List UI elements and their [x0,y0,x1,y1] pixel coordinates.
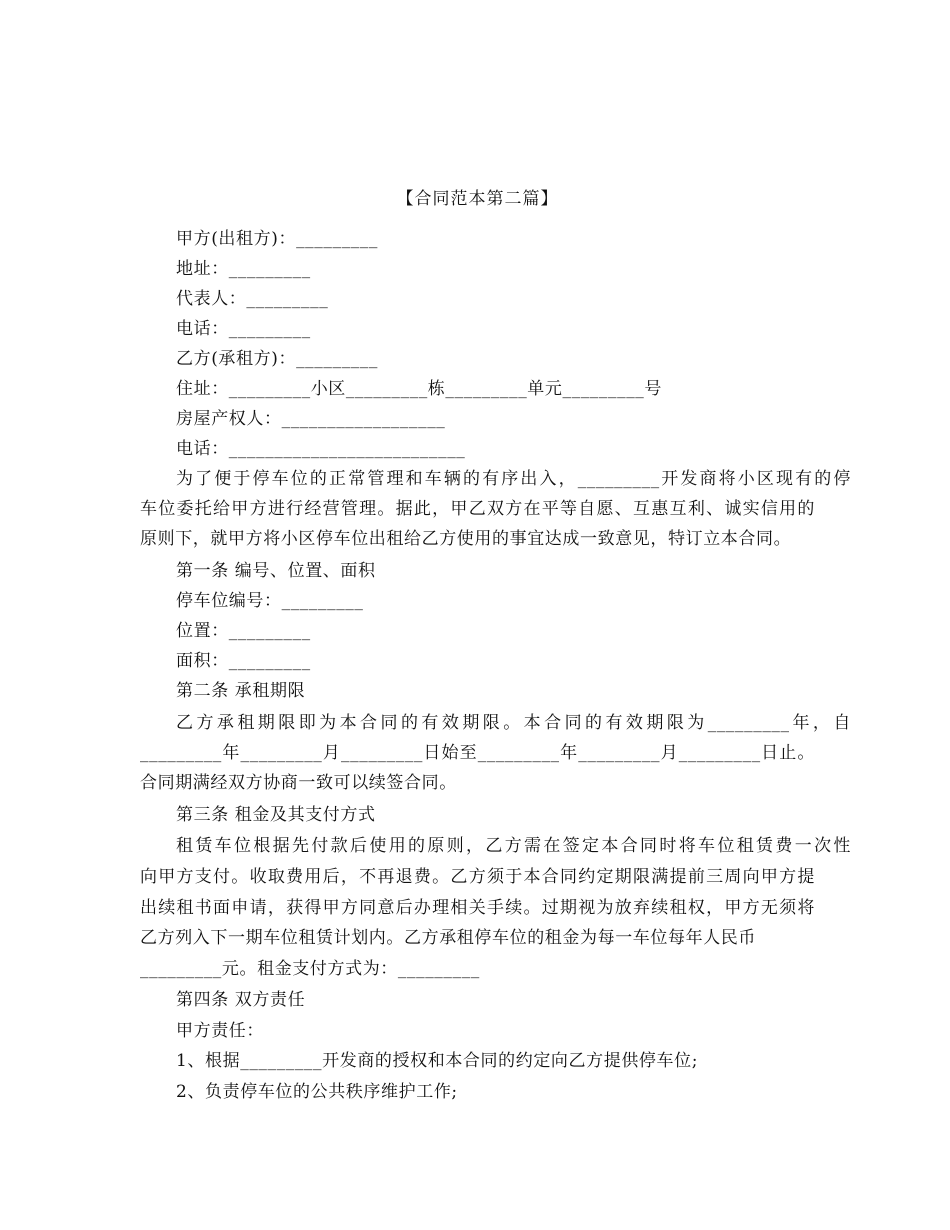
term-line-1: 乙方承租期限即为本合同的有效期限。本合同的有效期限为_________年，自 [176,713,851,733]
space-number-line: 停车位编号：_________ [176,591,364,611]
lessor-line: 甲方(出租方)：_________ [176,229,378,249]
space-location-line: 位置：_________ [176,621,311,641]
rent-line-3: 出续租书面申请，获得甲方同意后办理相关手续。过期视为放弃续租权，甲方无须将 [140,898,815,918]
property-owner-line: 房屋产权人：__________________ [176,409,446,429]
article-3-heading: 第三条 租金及其支付方式 [176,805,376,825]
duty-item-2: 2、负责停车位的公共秩序维护工作; [176,1082,458,1102]
rent-line-2: 向甲方支付。收取费用后，不再退费。乙方须于本合同约定期限满提前三周向甲方提 [140,867,815,887]
lessor-phone-line: 电话：_________ [176,319,311,339]
preamble-line-3: 原则下，就甲方将小区停车位出租给乙方使用的事宜达成一致意见，特订立本合同。 [140,529,792,549]
document-title: 【合同范本第二篇】 [396,189,559,209]
party-a-duties-heading: 甲方责任： [176,1021,264,1041]
lessee-address-line: 住址：_________小区_________栋_________单元_________号 [176,379,662,399]
preamble-line-2: 车位委托给甲方进行经营管理。据此，甲乙双方在平等自愿、互惠互利、诚实信用的 [140,499,815,519]
rent-line-5: _________元。租金支付方式为：_________ [140,959,480,979]
term-line-3: 合同期满经双方协商一致可以续签合同。 [140,773,457,793]
lessor-address-line: 地址：_________ [176,259,311,279]
space-area-line: 面积：_________ [176,651,311,671]
article-4-heading: 第四条 双方责任 [176,990,306,1010]
duty-item-1: 1、根据_________开发商的授权和本合同的约定向乙方提供停车位; [176,1051,699,1071]
article-2-heading: 第二条 承租期限 [176,681,306,701]
article-1-heading: 第一条 编号、位置、面积 [176,561,376,581]
lessee-line: 乙方(承租方)：_________ [176,349,378,369]
term-line-2: _________年_________月_________日始至_________年_________月_________日止。 [140,743,815,763]
lessee-phone-line: 电话：__________________________ [176,439,466,459]
rent-line-4: 乙方列入下一期车位租赁计划内。乙方承租停车位的租金为每一车位每年人民币 [140,928,756,948]
representative-line: 代表人：_________ [176,289,329,309]
rent-line-1: 租赁车位根据先付款后使用的原则，乙方需在签定本合同时将车位租赁费一次性 [176,836,851,856]
preamble-line-1: 为了便于停车位的正常管理和车辆的有序出入，_________开发商将小区现有的停 [176,469,851,489]
